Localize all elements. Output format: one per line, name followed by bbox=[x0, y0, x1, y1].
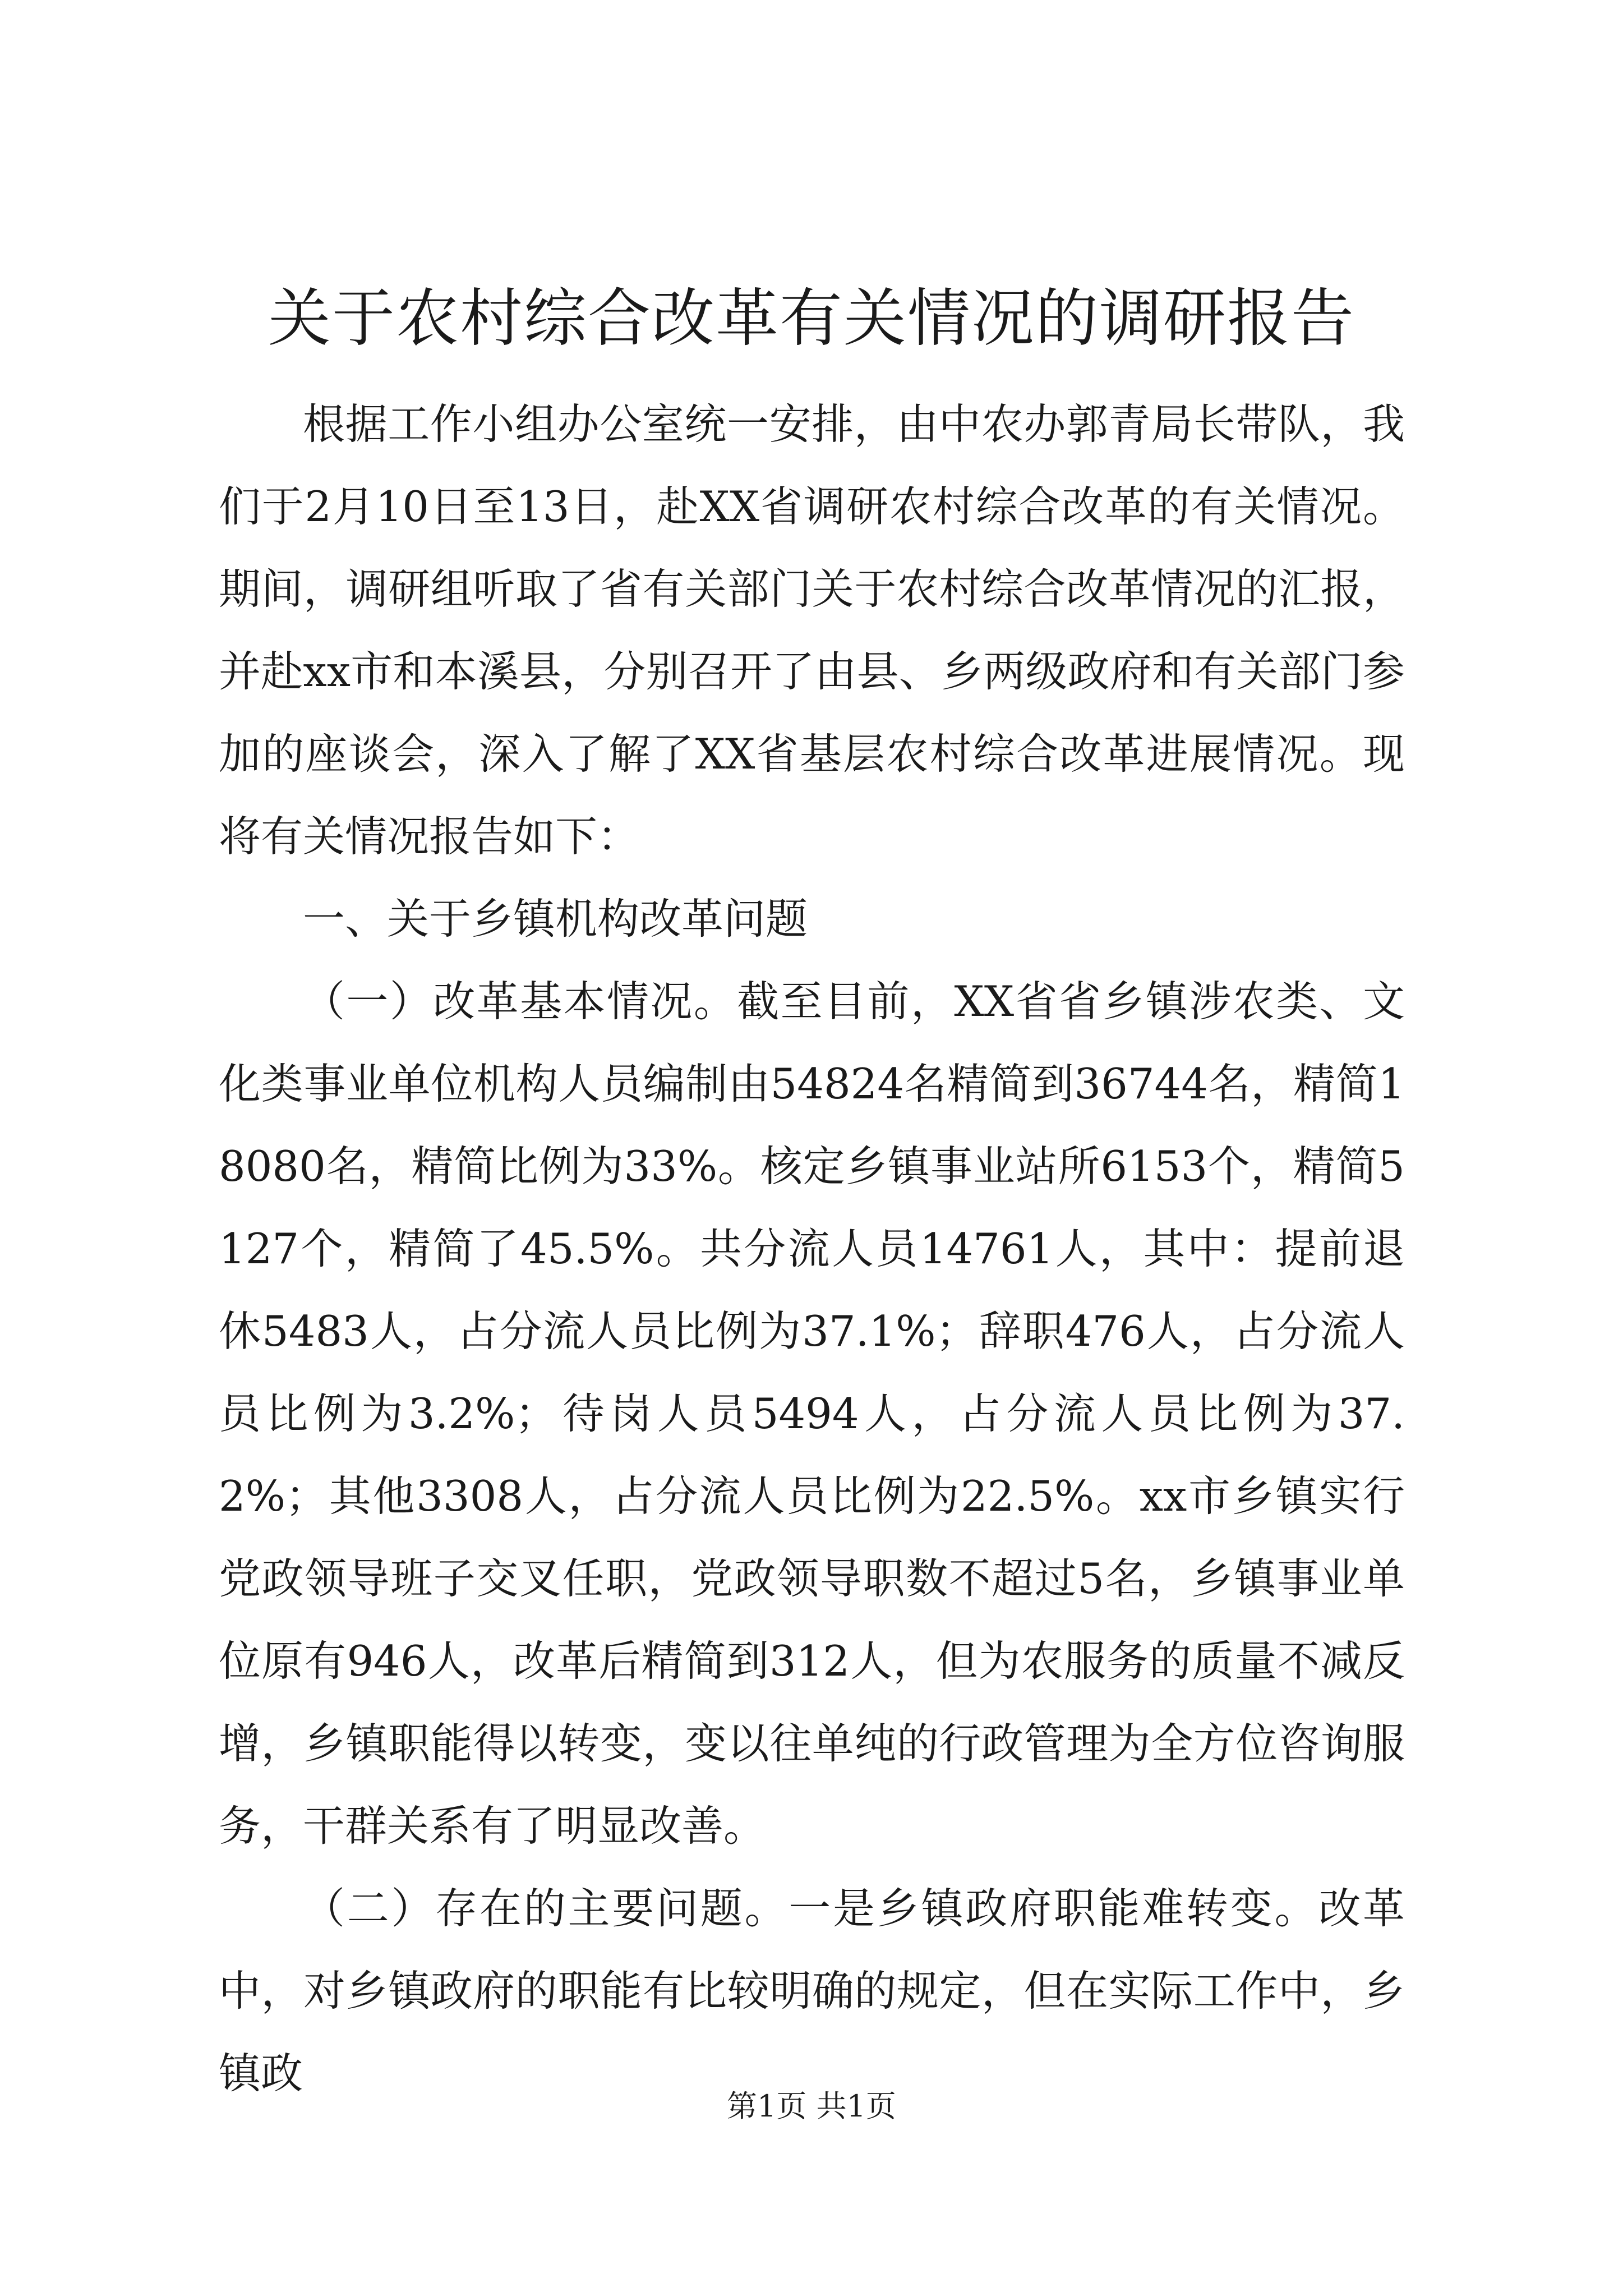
section-heading: 一、关于乡镇机构改革问题 bbox=[303, 894, 808, 944]
page-number-footer: 第1页 共1页 bbox=[727, 2088, 896, 2124]
subsection-main-problems: （二）存在的主要问题。一是乡镇政府职能难转变。改革中，对乡镇政府的职能有比较明确的规定，但在实际工作中，乡镇政 bbox=[219, 1884, 1405, 2098]
document-body bbox=[219, 383, 1405, 2115]
document-title: 关于农村综合改革有关情况的调研报告 bbox=[268, 282, 1355, 355]
intro-paragraph: 根据工作小组办公室统一安排，由中农办郭青局长带队，我们于2月10日至13日，赴XX省调研农村综合改革的有关情况。期间，调研组听取了省有关部门关于农村综合改革情况的汇报，并赴xx市和本溪县，分别召开了由县、乡两级政府和有关部门参加的座谈会，深入了解了XX省基层农村综合改革进展情况。现将有关情况报告如下： bbox=[219, 399, 1405, 861]
subsection-basic-situation: （一）改革基本情况。截至目前，XX省省乡镇涉农类、文化类事业单位机构人员编制由54824名精简到36744名，精简18080名，精简比例为33%。核定乡镇事业站所6153个，精简5127个，精简了45.5%。共分流人员14761人，其中：提前退休5483人，占分流人员比例为37.1%；辞职476人，占分流人员比例为3.2%；待岗人员5494人，占分流人员比例为37.2%；其他3308人，占分流人员比例为22.5%。xx市乡镇实行党政领导班子交叉任职，党政领导职数不超过5名，乡镇事业单位原有946人，改革后精简到312人，但为农服务的质量不减反增，乡镇职能得以转变，变以往单纯的行政管理为全方位咨询服务，干群关系有了明显改善。 bbox=[219, 977, 1405, 1851]
